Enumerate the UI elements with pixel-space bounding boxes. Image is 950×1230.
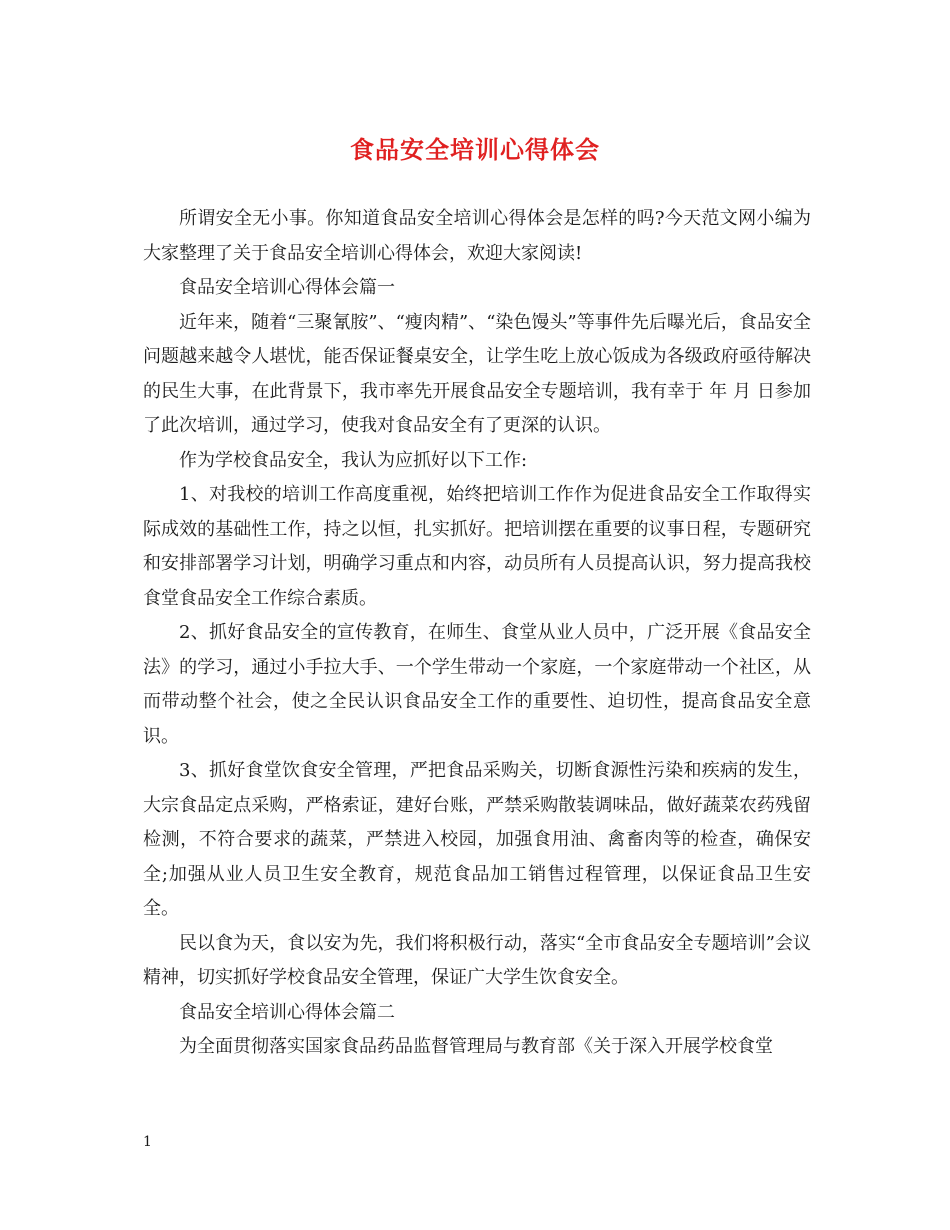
document-title: 食品安全培训心得体会 bbox=[350, 136, 600, 164]
paragraph: 为全面贯彻落实国家食品药品监督管理局与教育部《关于深入开展学校食堂 bbox=[179, 1036, 773, 1057]
paragraph: 1、对我校的培训工作高度重视，始终把培训工作作为促进食品安全工作取得实际成效的基础性工作，持之以恒，扎实抓好。把培训摆在重要的议事日程，专题研究和安排部署学习计划，明确学习重点和内容，动员所有人员提高认识，努力提高我校食堂食品安全工作综合素质。 bbox=[143, 484, 811, 609]
section-heading-two: 食品安全培训心得体会篇二 bbox=[179, 1001, 395, 1023]
section-heading-one: 食品安全培训心得体会篇一 bbox=[179, 277, 395, 298]
paragraph-intro: 所谓安全无小事。你知道食品安全培训心得体会是怎样的吗?今天范文网小编为大家整理了关于食品安全培训心得体会，欢迎大家阅读! bbox=[143, 208, 811, 264]
paragraph: 近年来，随着“三聚氰胺”、“瘦肉精”、“染色馒头”等事件先后曝光后，食品安全问题越来越令人堪忧，能否保证餐桌安全，让学生吃上放心饭成为各级政府亟待解决的民生大事，在此背景下，我市率先开展食品安全专题培训，我有幸于 年 月 日参加了此次培训，通过学习，使我对食品安全有了更深的认识。 bbox=[143, 311, 811, 436]
paragraph: 3、抓好食堂饮食安全管理，严把食品采购关，切断食源性污染和疾病的发生，大宗食品定点采购，严格索证，建好台账，严禁采购散装调味品，做好蔬菜农药残留检测，不符合要求的蔬菜，严禁进入校园，加强食用油、禽畜肉等的检查，确保安全;加强从业人员卫生安全教育，规范食品加工销售过程管理，以保证食品卫生安全。 bbox=[143, 760, 811, 919]
paragraph: 2、抓好食品安全的宣传教育，在师生、食堂从业人员中，广泛开展《食品安全法》的学习，通过小手拉大手、一个学生带动一个家庭，一个家庭带动一个社区，从而带动整个社会，使之全民认识食品安全工作的重要性、迫切性，提高食品安全意识。 bbox=[143, 622, 811, 747]
paragraph: 民以食为天，食以安为先，我们将积极行动，落实“全市食品安全专题培训”会议精神，切实抓好学校食品安全管理，保证广大学生饮食安全。 bbox=[143, 932, 811, 988]
page-number: 1 bbox=[143, 1134, 152, 1150]
document-body bbox=[143, 202, 811, 1065]
paragraph: 作为学校食品安全，我认为应抓好以下工作: bbox=[179, 449, 528, 471]
